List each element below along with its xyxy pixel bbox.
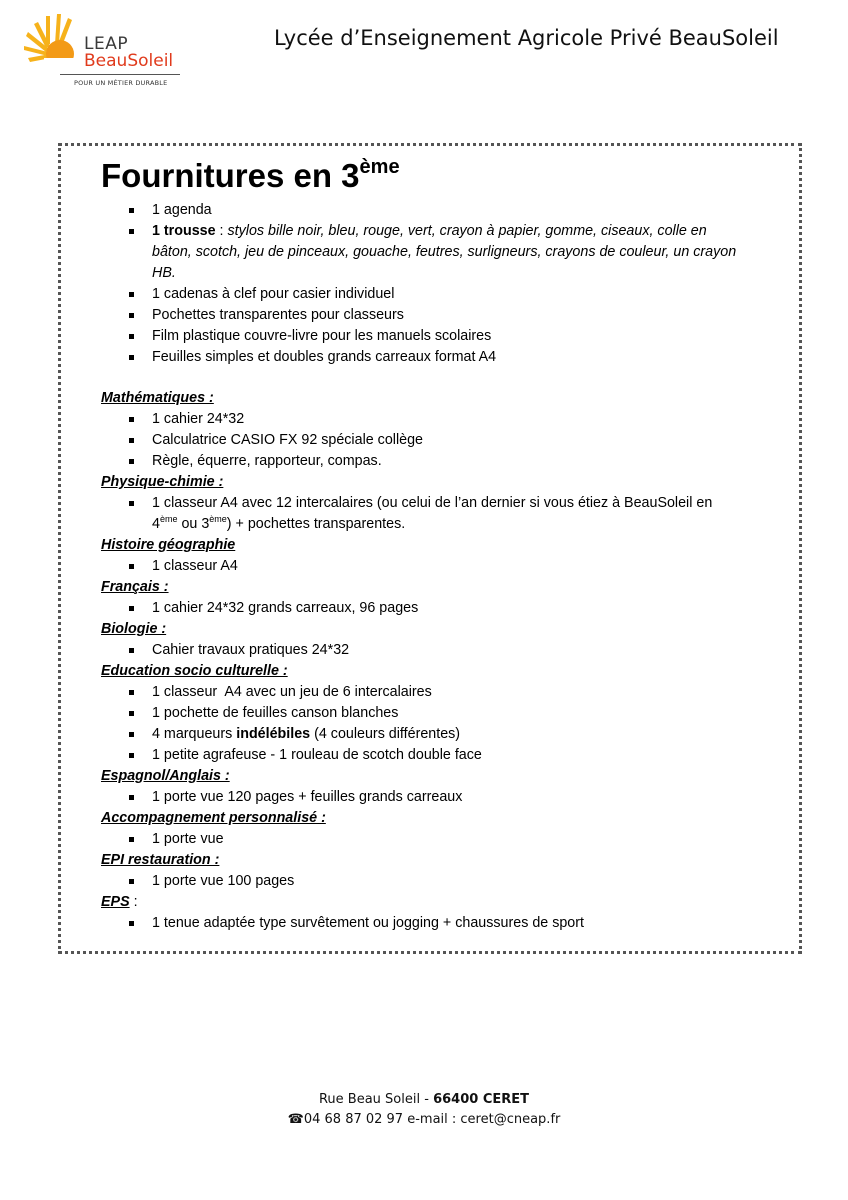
phone-icon: ☎ bbox=[287, 1112, 304, 1127]
list-item: 1 agenda bbox=[101, 200, 761, 221]
logo-leap-text: LEAP bbox=[84, 34, 129, 54]
list-item: Règle, équerre, rapporteur, compas. bbox=[101, 451, 761, 472]
section-title-francais: Français : bbox=[101, 579, 169, 595]
section-title-langues: Espagnol/Anglais : bbox=[101, 768, 230, 784]
section-title-maths: Mathématiques : bbox=[101, 390, 214, 406]
list-item: Cahier travaux pratiques 24*32 bbox=[101, 640, 761, 661]
esc-list bbox=[101, 682, 761, 766]
list-item: 1 classeur A4 avec un jeu de 6 intercalaires bbox=[101, 682, 761, 703]
section-title-epi: EPI restauration : bbox=[101, 852, 220, 868]
footer-contact: ☎04 68 87 02 97 e-mail : ceret@cneap.fr bbox=[287, 1112, 561, 1127]
list-item: 1 porte vue bbox=[101, 829, 761, 850]
epi-list bbox=[101, 871, 761, 892]
footer-address: Rue Beau Soleil - 66400 CERET bbox=[318, 1092, 529, 1107]
francais-list bbox=[101, 598, 761, 619]
list-item: 1 pochette de feuilles canson blanches bbox=[101, 703, 761, 724]
list-item: 1 petite agrafeuse - 1 rouleau de scotch double face bbox=[101, 745, 761, 766]
school-title: Lycée d’Enseignement Agricole Privé BeauSoleil bbox=[274, 26, 779, 50]
list-item: 1 classeur A4 avec 12 intercalaires (ou celui de l’an dernier si vous étiez à BeauSoleil en 4ème ou 3ème) + pochettes transparentes. bbox=[101, 493, 761, 535]
page-title: Fournitures en 3ème bbox=[101, 156, 400, 194]
histoire-list bbox=[101, 556, 761, 577]
accompagnement-list bbox=[101, 829, 761, 850]
general-list bbox=[101, 200, 761, 368]
list-item: 1 cahier 24*32 grands carreaux, 96 pages bbox=[101, 598, 761, 619]
section-title-histoire: Histoire géographie bbox=[101, 537, 236, 553]
list-item: Film plastique couvre-livre pour les manuels scolaires bbox=[101, 326, 761, 347]
list-item: Feuilles simples et doubles grands carreaux format A4 bbox=[101, 347, 761, 368]
list-item: Calculatrice CASIO FX 92 spéciale collège bbox=[101, 430, 761, 451]
list-item: 1 classeur A4 bbox=[101, 556, 761, 577]
maths-list bbox=[101, 409, 761, 472]
section-title-eps: EPS : bbox=[101, 894, 138, 910]
list-item: Pochettes transparentes pour classeurs bbox=[101, 305, 761, 326]
school-logo bbox=[24, 14, 184, 90]
physique-list bbox=[101, 493, 761, 535]
supplies-list bbox=[101, 150, 761, 934]
list-item: 1 trousse : stylos bille noir, bleu, rouge, vert, crayon à papier, gomme, ciseaux, colle en bâton, scotch, jeu de pinceaux, gouache, feutres, surligneurs, crayons de couleur, un crayon HB. bbox=[101, 221, 761, 284]
section-title-esc: Education socio culturelle : bbox=[101, 663, 288, 679]
list-item: 1 cadenas à clef pour casier individuel bbox=[101, 284, 761, 305]
section-title-physique: Physique-chimie : bbox=[101, 474, 224, 490]
eps-list bbox=[101, 913, 761, 934]
list-item: 1 porte vue 120 pages + feuilles grands carreaux bbox=[101, 787, 761, 808]
langues-list bbox=[101, 787, 761, 808]
logo-divider bbox=[60, 74, 180, 75]
logo-beausoleil-text: BeauSoleil bbox=[84, 51, 174, 71]
section-title-biologie: Biologie : bbox=[101, 621, 167, 637]
list-item: 4 marqueurs indélébiles (4 couleurs différentes) bbox=[101, 724, 761, 745]
biologie-list bbox=[101, 640, 761, 661]
list-item: 1 cahier 24*32 bbox=[101, 409, 761, 430]
section-title-accompagnement: Accompagnement personnalisé : bbox=[101, 810, 326, 826]
list-item: 1 porte vue 100 pages bbox=[101, 871, 761, 892]
spacer bbox=[101, 368, 761, 388]
list-item: 1 tenue adaptée type survêtement ou jogging + chaussures de sport bbox=[101, 913, 761, 934]
logo-tagline: POUR UN MÉTIER DURABLE bbox=[74, 79, 168, 87]
